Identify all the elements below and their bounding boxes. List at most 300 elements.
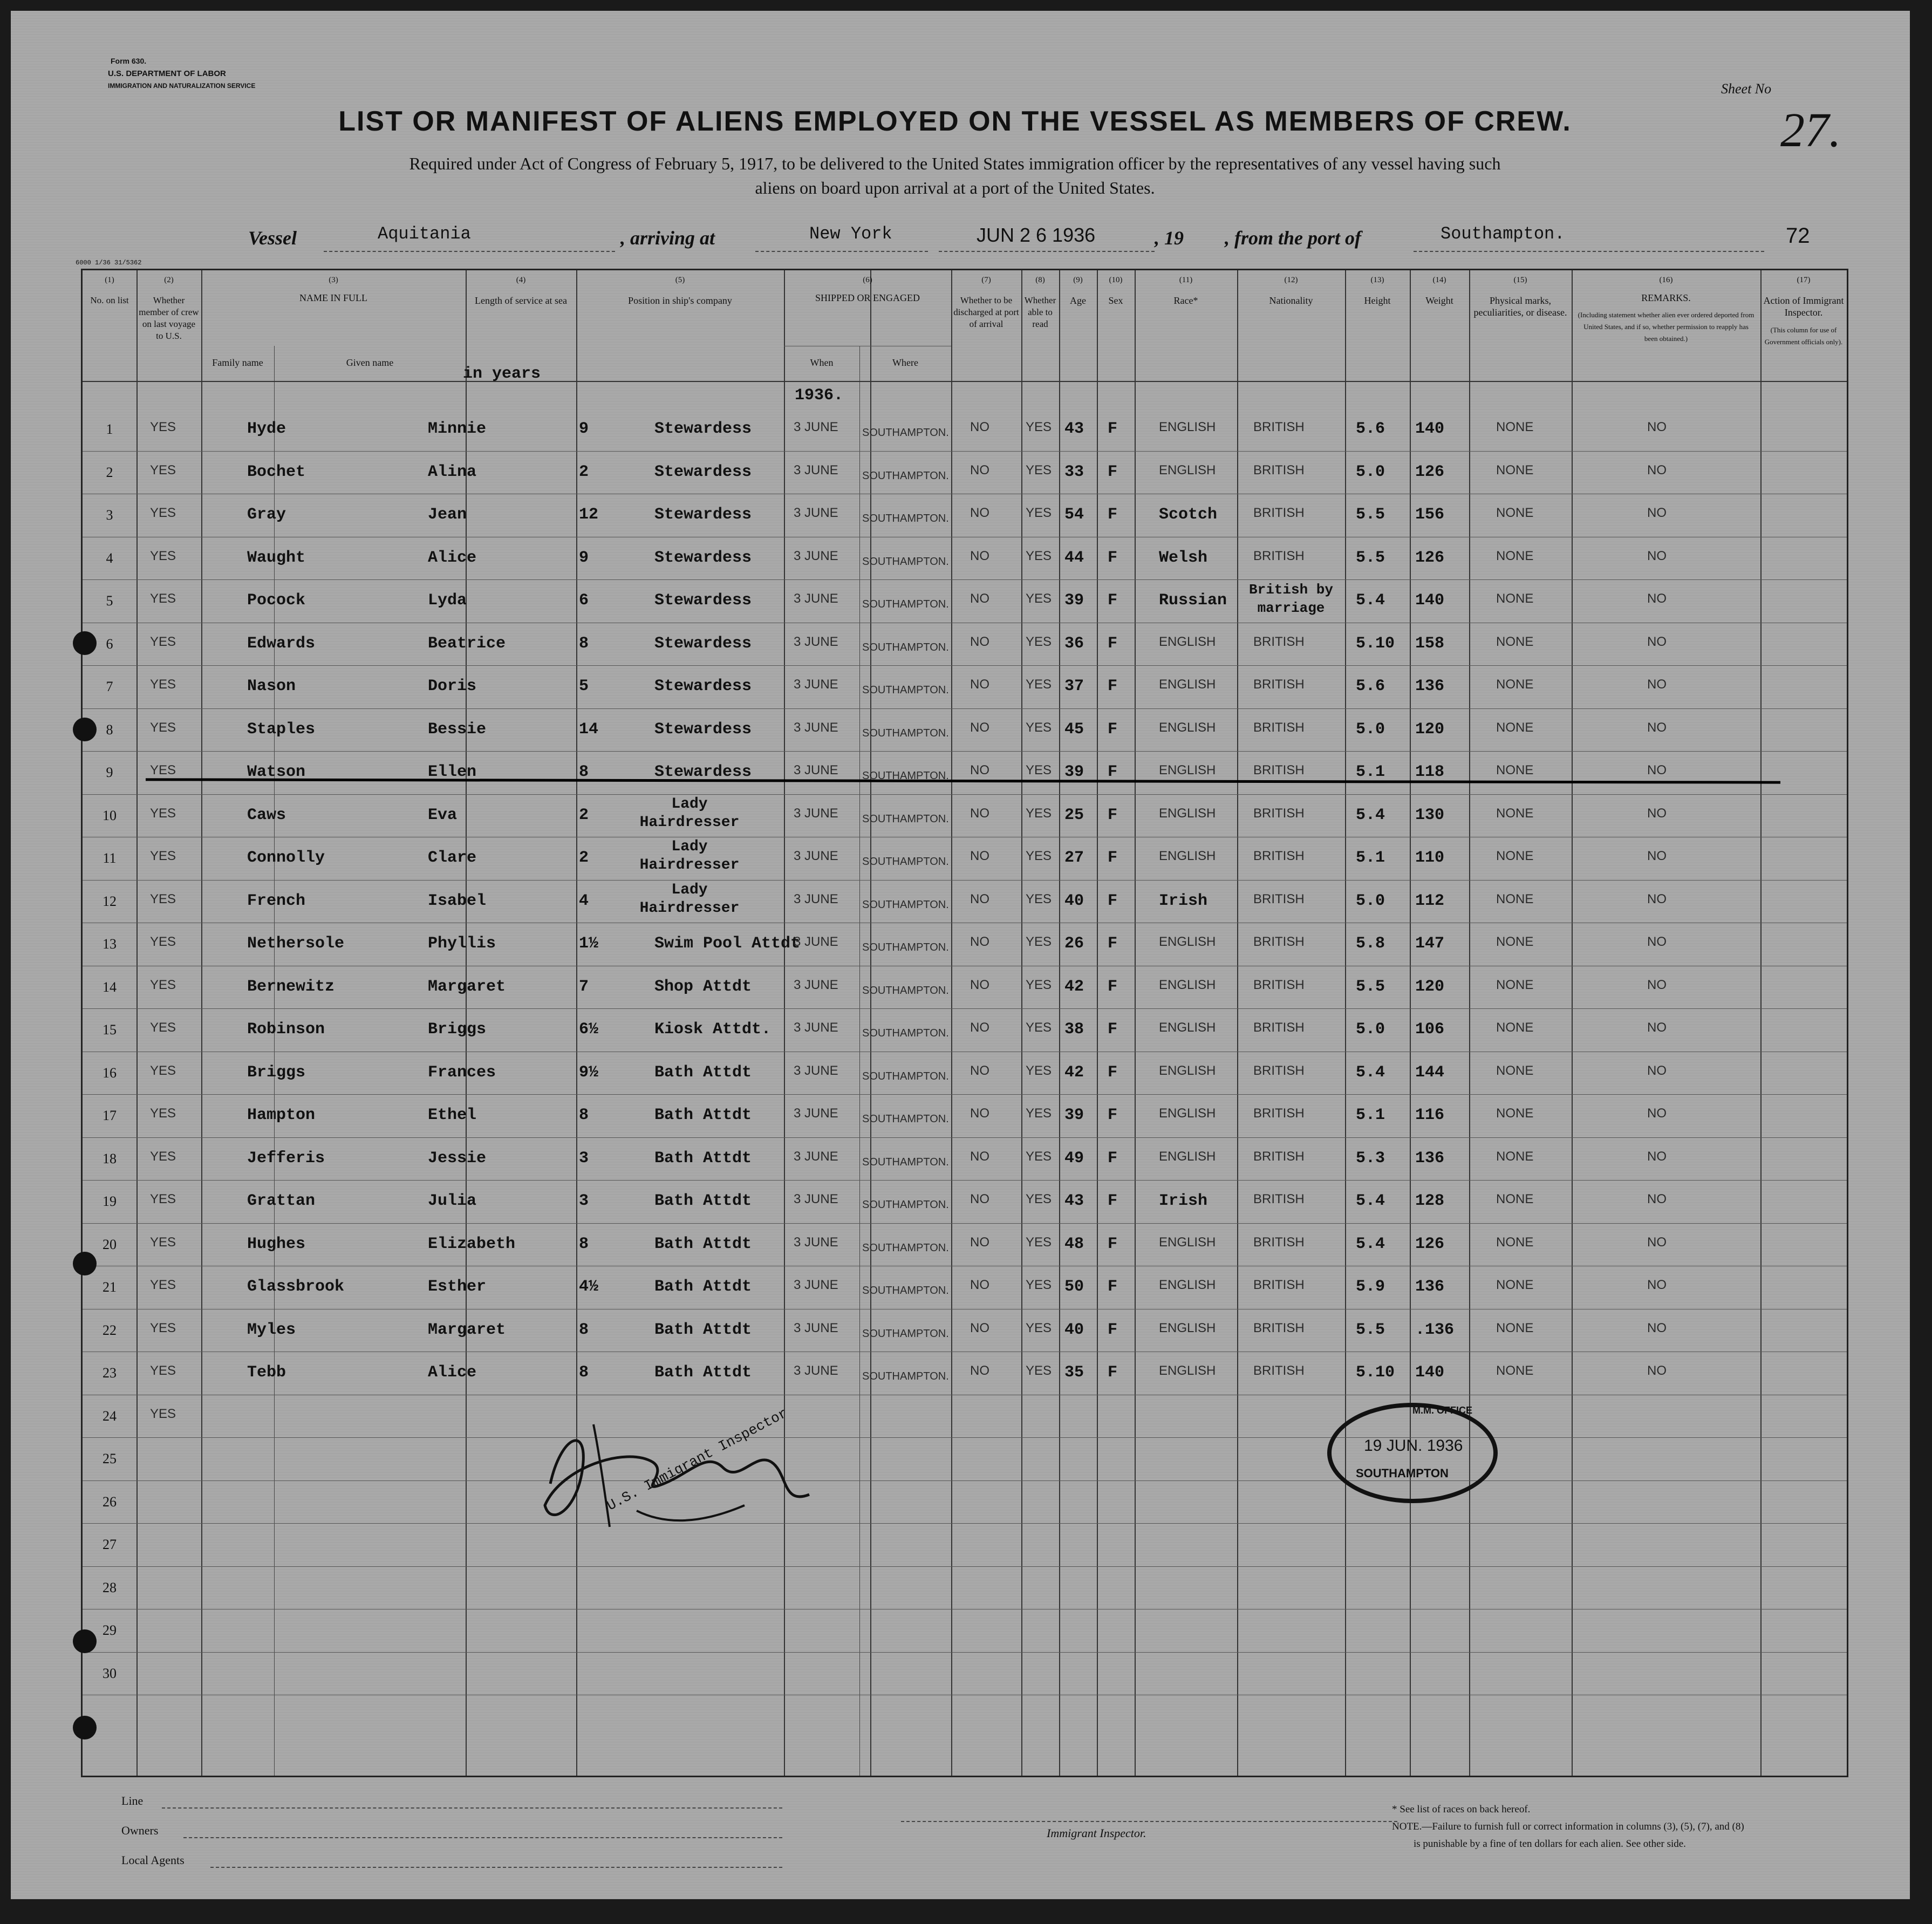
age-cell: 42 [1064, 1063, 1084, 1082]
nationality-cell: BRITISH [1253, 1192, 1305, 1206]
race-cell: ENGLISH [1159, 634, 1216, 649]
last-voyage-cell: YES [150, 1363, 176, 1378]
row-number: 10 [103, 807, 117, 823]
sheet-number: 27. [1780, 104, 1841, 157]
column-divider [1021, 270, 1022, 1776]
nationality-cell: BRITISH [1253, 548, 1305, 563]
position-cell: Stewardess [654, 506, 752, 524]
arriving-label: , arriving at [620, 227, 715, 249]
family-name-cell: Bochet [247, 462, 306, 481]
height-cell: 5.4 [1356, 1192, 1385, 1210]
physical-marks-cell: NONE [1496, 462, 1534, 477]
column-number: (9) [1073, 276, 1083, 284]
position-cell: Stewardess [654, 763, 752, 781]
weight-cell: 136 [1415, 1278, 1445, 1296]
height-cell: 5.6 [1356, 420, 1385, 438]
row-number: 21 [103, 1279, 117, 1295]
row-divider [83, 708, 1847, 709]
service-years-cell: 4 [579, 891, 589, 910]
footer-note-penalty-2: is punishable by a fine of ten dollars for each alien. See other side. [1414, 1838, 1686, 1850]
service-years-cell: 8 [579, 1106, 589, 1124]
row-number: 12 [103, 893, 117, 909]
position-cell: Bath Attdt [654, 1278, 752, 1296]
when-cell: 3 JUNE [794, 1063, 838, 1078]
family-name-cell: Connolly [247, 849, 325, 867]
stamp-place: SOUTHAMPTON [1356, 1466, 1449, 1480]
position-cell: Bath Attdt [654, 1149, 752, 1168]
nationality-cell: BRITISH [1253, 1320, 1305, 1335]
race-cell: Irish [1159, 1192, 1208, 1210]
nationality-cell: BRITISH [1253, 1063, 1305, 1078]
column-number: (14) [1432, 276, 1446, 284]
row-number: 1 [106, 421, 113, 437]
service-years-cell: 3 [579, 1192, 589, 1210]
stamp-office: M.M. OFFICE [1412, 1405, 1472, 1416]
print-code: 6000 1/36 31/5362 [76, 259, 142, 267]
row-number: 29 [103, 1622, 117, 1638]
last-voyage-cell: YES [150, 634, 176, 649]
remarks-cell: NO [1647, 1234, 1667, 1250]
position-cell: Swim Pool Attdt [654, 934, 801, 953]
remarks-cell: NO [1647, 806, 1667, 821]
age-cell: 50 [1064, 1278, 1084, 1296]
inspector-title: U.S. Immigrant Inspector [604, 1405, 790, 1514]
last-voyage-cell: YES [150, 420, 176, 434]
given-name-cell: Clare [428, 849, 477, 867]
service-years-cell: 9 [579, 548, 589, 567]
last-voyage-cell: YES [150, 1020, 176, 1035]
height-cell: 5.0 [1356, 462, 1385, 481]
column-number: (5) [675, 276, 685, 284]
nationality-cell: BRITISH [1253, 506, 1305, 520]
physical-marks-cell: NONE [1496, 1363, 1534, 1378]
able-to-read-cell: YES [1026, 806, 1052, 821]
race-cell: Scotch [1159, 506, 1218, 524]
weight-cell: 130 [1415, 806, 1445, 824]
remarks-cell: NO [1647, 1363, 1667, 1378]
physical-marks-cell: NONE [1496, 634, 1534, 649]
row-number: 27 [103, 1537, 117, 1552]
height-cell: 5.8 [1356, 934, 1385, 953]
sex-cell: F [1108, 1106, 1118, 1124]
remarks-cell: NO [1647, 1020, 1667, 1035]
last-voyage-cell: YES [150, 763, 176, 777]
nationality-cell: BRITISH [1253, 806, 1305, 821]
weight-cell: 156 [1415, 506, 1445, 524]
weight-cell: 158 [1415, 634, 1445, 653]
position-cell: Stewardess [654, 591, 752, 610]
remarks-cell: NO [1647, 763, 1667, 777]
last-voyage-cell: YES [150, 891, 176, 906]
family-name-cell: Nethersole [247, 934, 345, 953]
list-number: 72 [1786, 224, 1810, 248]
remarks-cell: NO [1647, 462, 1667, 477]
remarks-cell: NO [1647, 634, 1667, 649]
where-cell: SOUTHAMPTON. [862, 813, 949, 825]
nationality-cell: BRITISH [1253, 462, 1305, 477]
sex-cell: F [1108, 1192, 1118, 1210]
height-cell: 5.4 [1356, 591, 1385, 610]
physical-marks-cell: NONE [1496, 849, 1534, 863]
row-number: 5 [106, 593, 113, 609]
position-cell: Stewardess [654, 677, 752, 695]
position-cell: Bath Attdt [654, 1320, 752, 1339]
weight-cell: 110 [1415, 849, 1445, 867]
row-divider [83, 1566, 1847, 1567]
given-name-cell: Beatrice [428, 634, 506, 653]
where-cell: SOUTHAMPTON. [862, 1156, 949, 1168]
weight-cell: 144 [1415, 1063, 1445, 1082]
discharged-cell: NO [970, 634, 989, 649]
when-cell: 3 JUNE [794, 634, 838, 649]
last-voyage-cell: YES [150, 1063, 176, 1078]
where-cell: SOUTHAMPTON. [862, 1370, 949, 1382]
discharged-cell: NO [970, 548, 989, 563]
service-years-cell: 5 [579, 677, 589, 695]
remarks-cell: NO [1647, 1320, 1667, 1335]
where-cell: SOUTHAMPTON. [862, 469, 949, 482]
department: U.S. DEPARTMENT OF LABOR [108, 69, 226, 78]
when-cell: 3 JUNE [794, 720, 838, 735]
when-cell: 3 JUNE [794, 806, 838, 821]
column-header: Position in ship's company [628, 295, 732, 306]
discharged-cell: NO [970, 806, 989, 821]
column-header: Length of service at sea [475, 295, 567, 306]
when-cell: 3 JUNE [794, 591, 838, 606]
last-voyage-cell: YES [150, 720, 176, 735]
weight-cell: 120 [1415, 977, 1445, 996]
column-number: (10) [1109, 276, 1123, 284]
age-cell: 48 [1064, 1234, 1084, 1253]
column-divider [1469, 270, 1470, 1776]
last-voyage-cell: YES [150, 591, 176, 606]
where-cell: SOUTHAMPTON. [862, 641, 949, 653]
remarks-cell: NO [1647, 1149, 1667, 1164]
column-header: NAME IN FULL [299, 292, 367, 303]
row-number: 14 [103, 979, 117, 995]
where-cell: SOUTHAMPTON. [862, 1285, 949, 1297]
family-name-cell: Grattan [247, 1192, 316, 1210]
height-cell: 5.0 [1356, 720, 1385, 739]
column-number: (3) [329, 276, 338, 284]
service-years-cell: 3 [579, 1149, 589, 1168]
family-name-cell: Pocock [247, 591, 306, 610]
physical-marks-cell: NONE [1496, 1278, 1534, 1292]
height-cell: 5.5 [1356, 506, 1385, 524]
row-divider [83, 794, 1847, 795]
service-years-cell: 8 [579, 763, 589, 781]
age-cell: 26 [1064, 934, 1084, 953]
given-name-cell: Briggs [428, 1020, 487, 1039]
given-name-cell: Lyda [428, 591, 467, 610]
able-to-read-cell: YES [1026, 977, 1052, 992]
where-cell: SOUTHAMPTON. [862, 513, 949, 524]
service-years-cell: 9½ [579, 1063, 599, 1082]
height-cell: 5.10 [1356, 634, 1395, 653]
last-voyage-cell: YES [150, 1106, 176, 1121]
family-name-cell: Glassbrook [247, 1278, 345, 1296]
service-years-cell: 8 [579, 1320, 589, 1339]
family-name-cell: French [247, 891, 306, 910]
physical-marks-cell: NONE [1496, 591, 1534, 606]
able-to-read-cell: YES [1026, 420, 1052, 434]
given-name-cell: Eva [428, 806, 458, 824]
able-to-read-cell: YES [1026, 891, 1052, 906]
column-number: (6) [863, 276, 872, 284]
physical-marks-cell: NONE [1496, 677, 1534, 692]
nationality-cell: BRITISH [1253, 677, 1305, 692]
last-voyage-cell: YES [150, 462, 176, 477]
remarks-cell: NO [1647, 934, 1667, 949]
when-cell: 3 JUNE [794, 849, 838, 863]
row-divider [83, 1180, 1847, 1181]
given-name-cell: Alice [428, 548, 477, 567]
when-cell: 3 JUNE [794, 1320, 838, 1335]
last-voyage-cell: YES [150, 506, 176, 520]
able-to-read-cell: YES [1026, 1020, 1052, 1035]
sex-cell: F [1108, 591, 1118, 610]
row-divider [83, 1523, 1847, 1524]
sex-cell: F [1108, 934, 1118, 953]
service-years-cell: 8 [579, 634, 589, 653]
column-divider [1135, 270, 1136, 1776]
footer-line-label: Line [121, 1794, 144, 1807]
family-name-cell: Nason [247, 677, 296, 695]
position-cell: Stewardess [654, 420, 752, 438]
when-cell: 3 JUNE [794, 1192, 838, 1206]
physical-marks-cell: NONE [1496, 1106, 1534, 1121]
last-voyage-cell: YES [150, 1406, 176, 1421]
when-header: When [810, 357, 834, 368]
race-cell: ENGLISH [1159, 1020, 1216, 1035]
age-cell: 43 [1064, 420, 1084, 438]
row-number: 2 [106, 464, 113, 480]
row-divider [83, 451, 1847, 452]
family-name-cell: Edwards [247, 634, 316, 653]
race-cell: Welsh [1159, 548, 1208, 567]
physical-marks-cell: NONE [1496, 1149, 1534, 1164]
given-name-cell: Alina [428, 462, 477, 481]
physical-marks-cell: NONE [1496, 420, 1534, 434]
height-cell: 5.9 [1356, 1278, 1385, 1296]
physical-marks-cell: NONE [1496, 548, 1534, 563]
service-years-cell: 9 [579, 420, 589, 438]
race-cell: ENGLISH [1159, 420, 1216, 434]
age-cell: 49 [1064, 1149, 1084, 1168]
row-number: 25 [103, 1451, 117, 1466]
column-divider [1097, 270, 1098, 1776]
when-cell: 3 JUNE [794, 934, 838, 949]
given-name-cell: Julia [428, 1192, 477, 1210]
service-years-cell: 8 [579, 1363, 589, 1382]
column-number: (16) [1659, 276, 1673, 284]
given-name-cell: Doris [428, 677, 477, 695]
remarks-cell: NO [1647, 1106, 1667, 1121]
race-cell: ENGLISH [1159, 977, 1216, 992]
last-voyage-cell: YES [150, 1192, 176, 1206]
height-cell: 5.10 [1356, 1363, 1395, 1382]
document-title: LIST OR MANIFEST OF ALIENS EMPLOYED ON THE VESSEL AS MEMBERS OF CREW. [338, 106, 1572, 137]
year-label: , 19 [1155, 227, 1184, 249]
weight-cell: 136 [1415, 677, 1445, 695]
when-cell: 3 JUNE [794, 1234, 838, 1250]
race-cell: ENGLISH [1159, 763, 1216, 777]
discharged-cell: NO [970, 763, 989, 777]
weight-cell: 136 [1415, 1149, 1445, 1168]
race-cell: ENGLISH [1159, 677, 1216, 692]
family-name-cell: Waught [247, 548, 306, 567]
remarks-note: (Including statement whether alien ever ordered deported from United States, and if so, whether permission to reapply has been obtained.) [1578, 311, 1754, 343]
last-voyage-cell: YES [150, 1234, 176, 1250]
weight-cell: 147 [1415, 934, 1445, 953]
race-cell: ENGLISH [1159, 806, 1216, 821]
where-cell: SOUTHAMPTON. [862, 941, 949, 953]
footer-inspector-label: Immigrant Inspector. [1047, 1826, 1146, 1840]
last-voyage-cell: YES [150, 1149, 176, 1164]
race-cell: Irish [1159, 891, 1208, 910]
family-name-cell: Hampton [247, 1106, 316, 1124]
column-divider [1059, 270, 1060, 1776]
when-cell: 3 JUNE [794, 1106, 838, 1121]
age-cell: 40 [1064, 891, 1084, 910]
years-note: in years [463, 365, 541, 383]
position-cell: Bath Attdt [654, 1106, 752, 1124]
crew-table [81, 269, 1848, 1777]
race-cell: ENGLISH [1159, 720, 1216, 735]
discharged-cell: NO [970, 462, 989, 477]
row-number: 15 [103, 1022, 117, 1038]
row-number: 22 [103, 1322, 117, 1338]
physical-marks-cell: NONE [1496, 1320, 1534, 1335]
able-to-read-cell: YES [1026, 1234, 1052, 1250]
row-divider [83, 579, 1847, 580]
able-to-read-cell: YES [1026, 849, 1052, 863]
race-cell: ENGLISH [1159, 849, 1216, 863]
column-number: (17) [1797, 276, 1811, 284]
where-cell: SOUTHAMPTON. [862, 1027, 949, 1039]
discharged-cell: NO [970, 1063, 989, 1078]
nationality-cell: BRITISH [1253, 1234, 1305, 1250]
sex-cell: F [1108, 420, 1118, 438]
position-cell: Lady Hairdresser [639, 881, 740, 917]
nationality-cell: BRITISH [1253, 1020, 1305, 1035]
when-cell: 3 JUNE [794, 506, 838, 520]
age-cell: 36 [1064, 634, 1084, 653]
footer-note-races: * See list of races on back hereof. [1392, 1804, 1531, 1815]
row-number: 23 [103, 1365, 117, 1381]
when-cell: 3 JUNE [794, 977, 838, 992]
remarks-cell: NO [1647, 977, 1667, 992]
when-cell: 3 JUNE [794, 891, 838, 906]
age-cell: 25 [1064, 806, 1084, 824]
row-number: 20 [103, 1236, 117, 1252]
service-years-cell: 8 [579, 1234, 589, 1253]
position-cell: Bath Attdt [654, 1363, 752, 1382]
discharged-cell: NO [970, 1192, 989, 1206]
row-number: 17 [103, 1108, 117, 1123]
age-cell: 39 [1064, 591, 1084, 610]
row-divider [83, 1480, 1847, 1481]
service-years-cell: 14 [579, 720, 599, 739]
age-cell: 45 [1064, 720, 1084, 739]
sex-cell: F [1108, 1234, 1118, 1253]
able-to-read-cell: YES [1026, 1320, 1052, 1335]
discharged-cell: NO [970, 977, 989, 992]
column-header: Whether member of crew on last voyage to U.S. [139, 295, 199, 341]
where-cell: SOUTHAMPTON. [862, 684, 949, 696]
weight-cell: 106 [1415, 1020, 1445, 1039]
family-name-cell: Briggs [247, 1063, 306, 1082]
race-cell: ENGLISH [1159, 1106, 1216, 1121]
sex-cell: F [1108, 849, 1118, 867]
sheet-label: Sheet No [1721, 81, 1772, 97]
given-name-cell: Jean [428, 506, 467, 524]
discharged-cell: NO [970, 1149, 989, 1164]
physical-marks-cell: NONE [1496, 763, 1534, 777]
remarks-cell: NO [1647, 1192, 1667, 1206]
able-to-read-cell: YES [1026, 1192, 1052, 1206]
row-number: 3 [106, 507, 113, 523]
vessel-label: Vessel [248, 227, 297, 249]
position-cell: Bath Attdt [654, 1234, 752, 1253]
nationality-cell: BRITISH [1253, 1278, 1305, 1292]
column-header: Whether able to read [1024, 295, 1056, 329]
column-header: Physical marks, peculiarities, or disease. [1473, 295, 1567, 318]
height-cell: 5.5 [1356, 548, 1385, 567]
discharged-cell: NO [970, 934, 989, 949]
height-cell: 5.0 [1356, 891, 1385, 910]
given-name-cell: Jessie [428, 1149, 487, 1168]
row-number: 11 [103, 850, 117, 866]
nationality-cell: BRITISH [1253, 763, 1305, 777]
column-header: Weight [1425, 295, 1453, 306]
sex-cell: F [1108, 977, 1118, 996]
row-divider [83, 665, 1847, 666]
height-cell: 5.4 [1356, 806, 1385, 824]
service-years-cell: 7 [579, 977, 589, 996]
when-cell: 3 JUNE [794, 1278, 838, 1292]
able-to-read-cell: YES [1026, 1278, 1052, 1292]
sex-cell: F [1108, 677, 1118, 695]
column-divider [870, 270, 871, 1776]
nationality-cell: BRITISH [1253, 634, 1305, 649]
given-name-cell: Minnie [428, 420, 487, 438]
weight-cell: 126 [1415, 1234, 1445, 1253]
sex-cell: F [1108, 1063, 1118, 1082]
remarks-cell: NO [1647, 591, 1667, 606]
when-cell: 3 JUNE [794, 763, 838, 777]
family-name-cell: Bernewitz [247, 977, 335, 996]
column-header: Sex [1108, 295, 1123, 306]
physical-marks-cell: NONE [1496, 806, 1534, 821]
able-to-read-cell: YES [1026, 1063, 1052, 1078]
row-divider [83, 1094, 1847, 1095]
remarks-cell: NO [1647, 1063, 1667, 1078]
footer-agents-label: Local Agents [121, 1853, 185, 1867]
remarks-cell: NO [1647, 506, 1667, 520]
column-divider [201, 270, 202, 1776]
form-number: Form 630. [111, 57, 147, 65]
column-header: Action of Immigrant Inspector. [1763, 295, 1844, 318]
service-years-cell: 2 [579, 462, 589, 481]
age-cell: 39 [1064, 763, 1084, 781]
column-header: Age [1070, 295, 1086, 306]
height-cell: 5.4 [1356, 1063, 1385, 1082]
column-header: Height [1364, 295, 1391, 306]
where-cell: SOUTHAMPTON. [862, 1241, 949, 1254]
given-name-cell: Alice [428, 1363, 477, 1382]
weight-cell: 120 [1415, 720, 1445, 739]
